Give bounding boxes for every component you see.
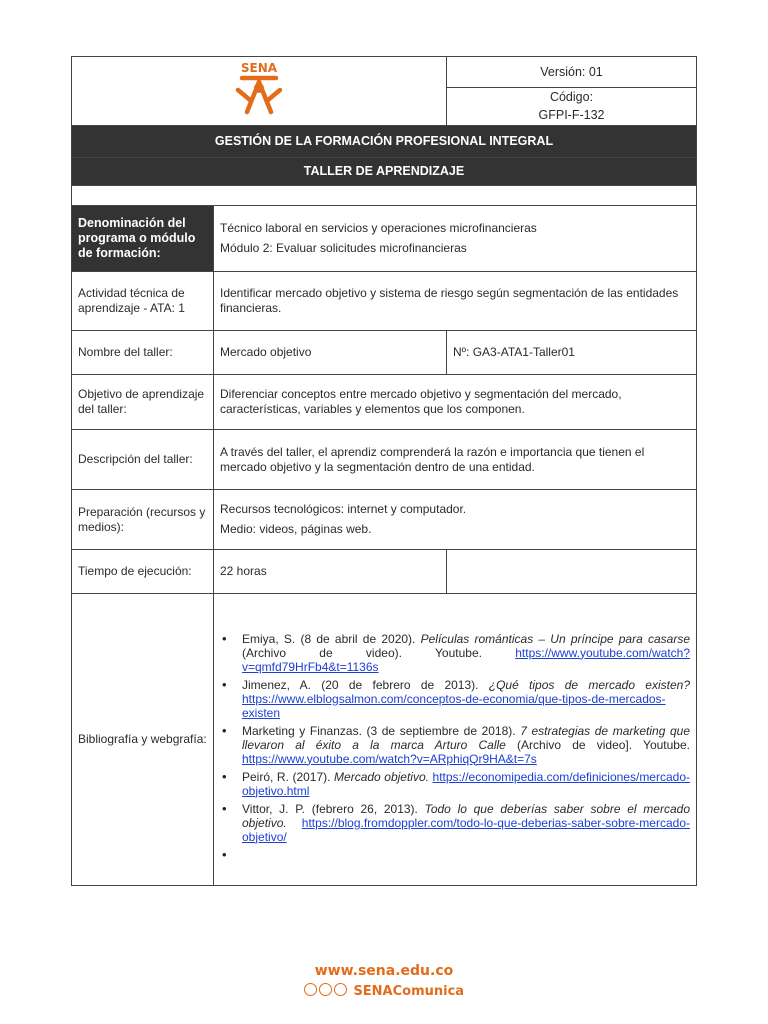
- bib-link[interactable]: https://blog.fromdoppler.com/todo-lo-que-deberias-saber-sobre-mercado-objetivo/: [242, 815, 690, 844]
- bib-title: Todo lo que deberías saber sobre el mercado objetivo.: [242, 801, 690, 830]
- version-text: Versión: 01: [540, 64, 603, 79]
- workshop-number: Nº: GA3-ATA1-Taller01: [447, 331, 697, 375]
- logo-text: SENA: [240, 61, 278, 75]
- bib-source: [287, 816, 302, 830]
- bib-author: Jimenez, A. (20 de febrero de 2013).: [242, 677, 489, 692]
- code-cell: [447, 88, 697, 126]
- social-icon-2: [319, 983, 332, 996]
- preparation-value: [214, 490, 697, 550]
- bibliography-item: [242, 770, 690, 798]
- footer-social: [0, 983, 768, 999]
- activity-label: Actividad técnica de aprendizaje - ATA: 1: [72, 272, 214, 331]
- objective-value: Diferenciar conceptos entre mercado objetivo y segmentación del mercado, características, variables y elementos que los componen.: [214, 375, 697, 430]
- time-value: 22 horas: [214, 550, 447, 594]
- bibliography-item: [242, 802, 690, 844]
- bib-source: (Archivo de video). Youtube.: [242, 645, 516, 660]
- bibliography-item: [242, 724, 690, 766]
- logo-cell: [72, 57, 447, 126]
- bib-title: 7 estrategias de marketing que llevaron al éxito a la marca Arturo Calle: [242, 723, 690, 752]
- preparation-media: Medio: videos, páginas web.: [220, 522, 372, 536]
- document-title: GESTIÓN DE LA FORMACIÓN PROFESIONAL INTEGRAL: [72, 126, 697, 158]
- bib-source: (Archivo de video]. Youtube.: [505, 737, 690, 752]
- social-icon-3: [334, 983, 347, 996]
- bib-link[interactable]: https://economipedia.com/definiciones/mercado-objetivo.html: [242, 769, 690, 798]
- bibliography-value: [214, 594, 697, 886]
- bib-author: Peiró, R. (2017).: [242, 769, 335, 784]
- bib-link[interactable]: https://www.elblogsalmon.com/conceptos-de-economia/que-tipos-de-mercados-existen: [242, 691, 666, 720]
- spacer-row: [72, 186, 697, 206]
- time-label: Tiempo de ejecución:: [72, 550, 214, 594]
- workshop-value: Mercado objetivo: [214, 331, 447, 375]
- document-subtitle: TALLER DE APRENDIZAJE: [72, 158, 697, 186]
- bib-title: Películas románticas – Un príncipe para casarse: [420, 631, 691, 646]
- preparation-label: Preparación (recursos y medios):: [72, 490, 214, 550]
- bib-link[interactable]: https://www.youtube.com/watch?v=ARphiqQr9HA&t=7s: [242, 751, 537, 766]
- bibliography-label: Bibliografía y webgrafía:: [72, 594, 214, 886]
- bib-title: ¿Qué tipos de mercado existen?: [488, 677, 690, 692]
- version-cell: [447, 57, 697, 88]
- bib-author: Vittor, J. P. (febrero 26, 2013).: [242, 801, 425, 816]
- bibliography-list: [220, 628, 690, 852]
- activity-value: Identificar mercado objetivo y sistema de riesgo según segmentación de las entidades financieras.: [214, 272, 697, 331]
- objective-label: Objetivo de aprendizaje del taller:: [72, 375, 214, 430]
- time-empty-cell: [447, 550, 697, 594]
- description-label: Descripción del taller:: [72, 430, 214, 490]
- bib-author: Marketing y Finanzas. (3 de septiembre de 2018).: [242, 723, 521, 738]
- social-handle: SENAComunica: [353, 984, 465, 999]
- bib-author: Emiya, S. (8 de abril de 2020).: [242, 631, 421, 646]
- document-table: [71, 56, 697, 886]
- bibliography-item: [242, 632, 690, 674]
- preparation-resources: Recursos tecnológicos: internet y computador.: [220, 502, 467, 516]
- sena-logo-icon: [234, 60, 284, 118]
- module-name: Módulo 2: Evaluar solicitudes microfinancieras: [220, 241, 467, 255]
- program-name: Técnico laboral en servicios y operaciones microfinancieras: [220, 221, 537, 235]
- social-icon-1: [304, 983, 317, 996]
- bib-link[interactable]: https://www.youtube.com/watch?v=qmfd79HrFb4&t=1136s: [242, 645, 690, 674]
- description-value: A través del taller, el aprendiz comprenderá la razón e importancia que tienen el mercado objetivo y la segmentación dentro de una entidad.: [214, 430, 697, 490]
- footer-url[interactable]: www.sena.edu.co: [314, 963, 454, 979]
- code-value: GFPI-F-132: [538, 108, 605, 122]
- bib-title: Mercado objetivo.: [334, 769, 429, 784]
- program-label: Denominación del programa o módulo de formación:: [72, 206, 214, 272]
- workshop-label: Nombre del taller:: [72, 331, 214, 375]
- bibliography-item: [242, 678, 690, 720]
- program-value: [214, 206, 697, 272]
- code-label: Código:: [549, 90, 594, 104]
